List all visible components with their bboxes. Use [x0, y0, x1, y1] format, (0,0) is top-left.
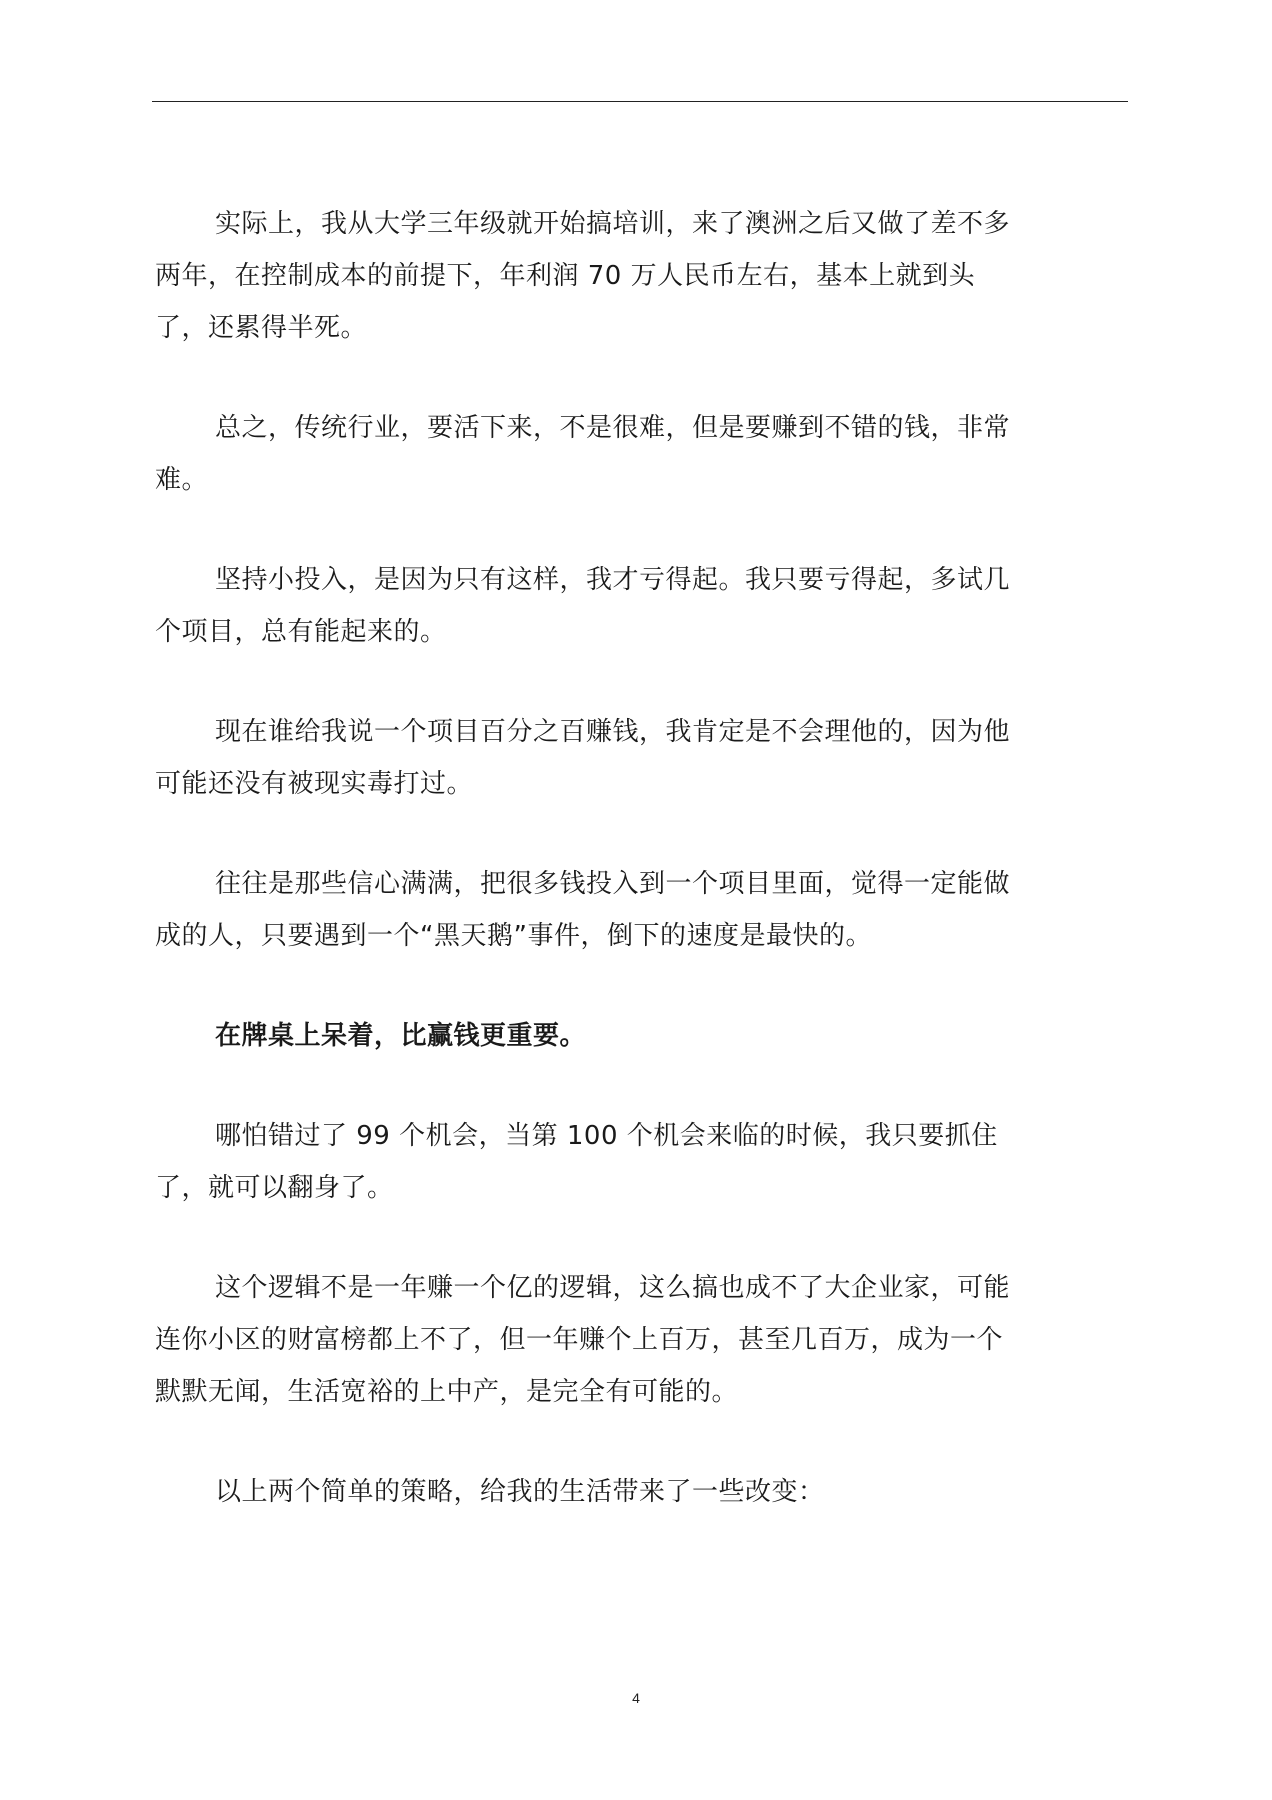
text-line: 可能还没有被现实毒打过。 — [155, 769, 474, 799]
text-line: 个项目，总有能起来的。 — [155, 617, 447, 647]
text-line: 难。 — [155, 465, 209, 495]
text-line: 哪怕错过了 99 个机会，当第 100 个机会来临的时候，我只要抓住 — [215, 1121, 998, 1151]
header-rule — [152, 101, 1128, 102]
text-line: 了，就可以翻身了。 — [155, 1173, 394, 1203]
text-line: 总之，传统行业，要活下来，不是很难，但是要赚到不错的钱，非常 — [215, 413, 1011, 443]
paragraph — [155, 1262, 1125, 1418]
text-line: 了，还累得半死。 — [155, 313, 368, 343]
text-line: 往往是那些信心满满，把很多钱投入到一个项目里面，觉得一定能做 — [215, 869, 1011, 899]
text-line: 实际上，我从大学三年级就开始搞培训，来了澳洲之后又做了差不多 — [215, 209, 1011, 239]
text-line: 默默无闻，生活宽裕的上中产，是完全有可能的。 — [155, 1377, 739, 1407]
paragraph — [155, 858, 1125, 962]
bold-key-sentence — [155, 1010, 1125, 1062]
text-line: 坚持小投入，是因为只有这样，我才亏得起。我只要亏得起，多试几 — [215, 565, 1011, 595]
paragraph — [155, 554, 1125, 658]
document-body — [155, 198, 1125, 1566]
text-line: 这个逻辑不是一年赚一个亿的逻辑，这么搞也成不了大企业家，可能 — [215, 1273, 1011, 1303]
text-line: 现在谁给我说一个项目百分之百赚钱，我肯定是不会理他的，因为他 — [215, 717, 1011, 747]
text-line: 在牌桌上呆着，比赢钱更重要。 — [215, 1021, 587, 1051]
paragraph — [155, 706, 1125, 810]
text-line: 两年，在控制成本的前提下，年利润 70 万人民币左右，基本上就到头 — [155, 261, 976, 291]
paragraph — [155, 1466, 1125, 1518]
text-line: 连你小区的财富榜都上不了，但一年赚个上百万，甚至几百万，成为一个 — [155, 1325, 1004, 1355]
page-number: 4 — [632, 1690, 640, 1706]
text-line: 以上两个简单的策略，给我的生活带来了一些改变： — [215, 1477, 825, 1507]
paragraph — [155, 198, 1125, 354]
paragraph — [155, 402, 1125, 506]
text-line: 成的人，只要遇到一个“黑天鹅”事件，倒下的速度是最快的。 — [155, 921, 872, 951]
paragraph — [155, 1110, 1125, 1214]
